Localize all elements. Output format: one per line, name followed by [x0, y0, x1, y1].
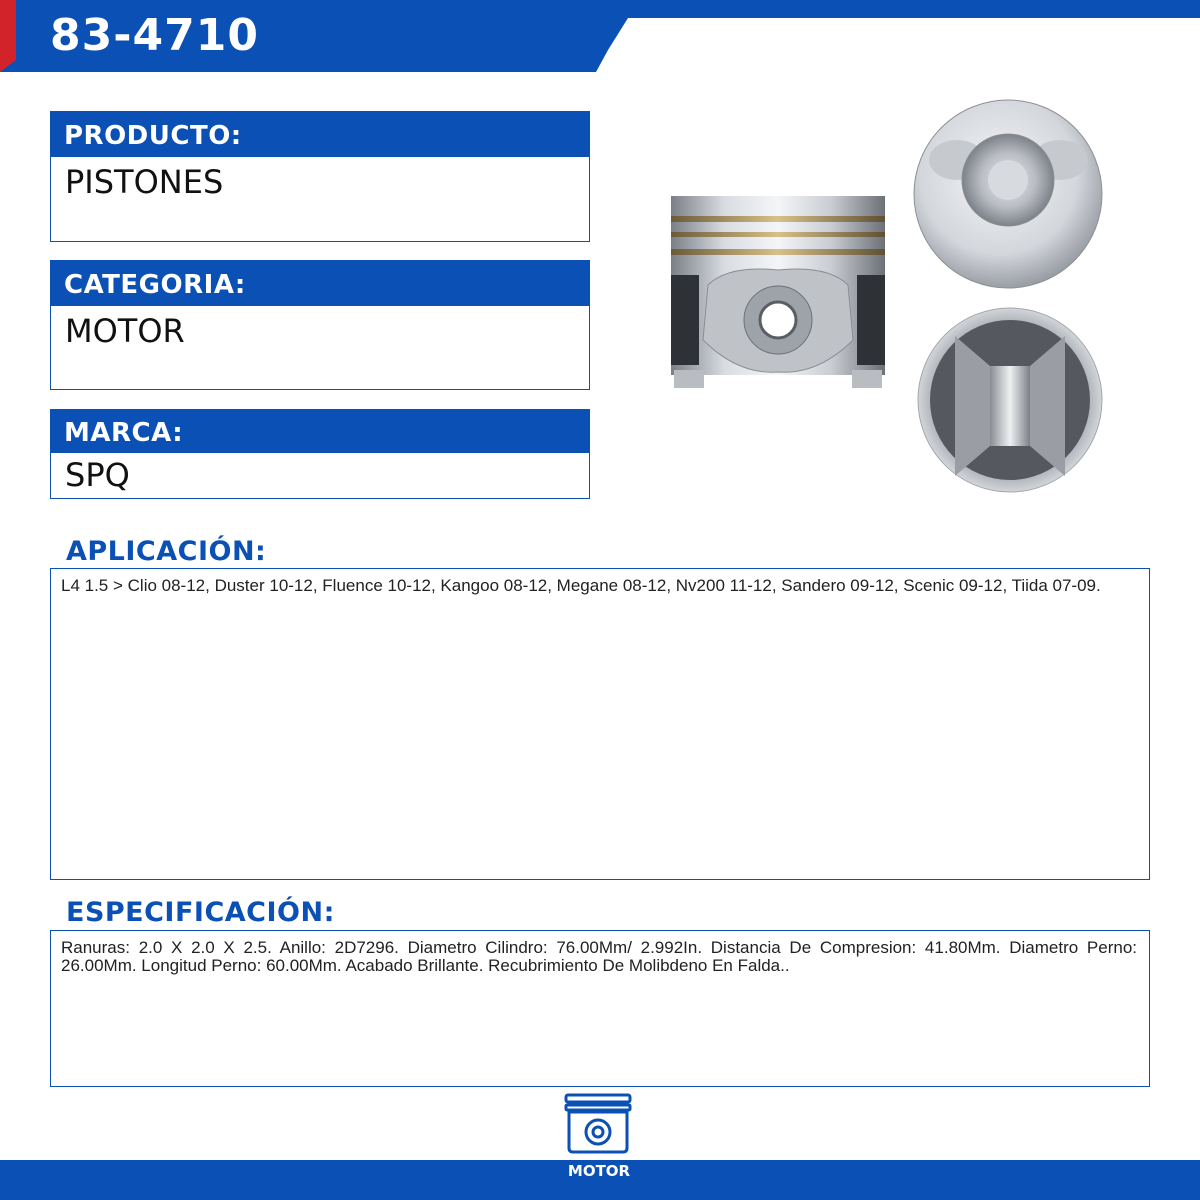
aplicacion-text: L4 1.5 > Clio 08-12, Duster 10-12, Fluence 10-12, Kangoo 08-12, Megane 08-12, Nv200 11-12, Sandero 09-12, Scenic 09-12, Tiida 07-09.: [61, 576, 1101, 595]
marca-label: MARCA:: [50, 409, 590, 453]
especificacion-box: [50, 930, 1150, 1087]
category-footer-label: MOTOR: [567, 1162, 631, 1180]
aplicacion-box: [50, 568, 1150, 880]
producto-block: [50, 111, 590, 242]
categoria-label: CATEGORIA:: [50, 260, 590, 306]
piston-side-photo: [668, 190, 888, 390]
categoria-block: [50, 260, 590, 390]
categoria-value: MOTOR: [50, 306, 590, 390]
marca-block: [50, 409, 590, 499]
especificacion-title: ESPECIFICACIÓN:: [66, 897, 335, 928]
part-number: 83-4710: [50, 10, 259, 61]
producto-value: PISTONES: [50, 157, 590, 242]
piston-underside-photo: [915, 306, 1105, 494]
aplicacion-title: APLICACIÓN:: [66, 536, 267, 567]
engine-piston-icon: [560, 1090, 636, 1156]
marca-value: SPQ: [50, 453, 590, 499]
producto-label: PRODUCTO:: [50, 111, 590, 157]
especificacion-text: Ranuras: 2.0 X 2.0 X 2.5. Anillo: 2D7296. Diametro Cilindro: 76.00Mm/ 2.992In. Distancia De Compresion: 41.80Mm. Diametro Perno: 26.00Mm. Longitud Perno: 60.00Mm. Acabado Brillante. Recubrimiento De Molibdeno En Falda..: [61, 938, 1137, 975]
piston-crown-photo: [912, 98, 1104, 290]
